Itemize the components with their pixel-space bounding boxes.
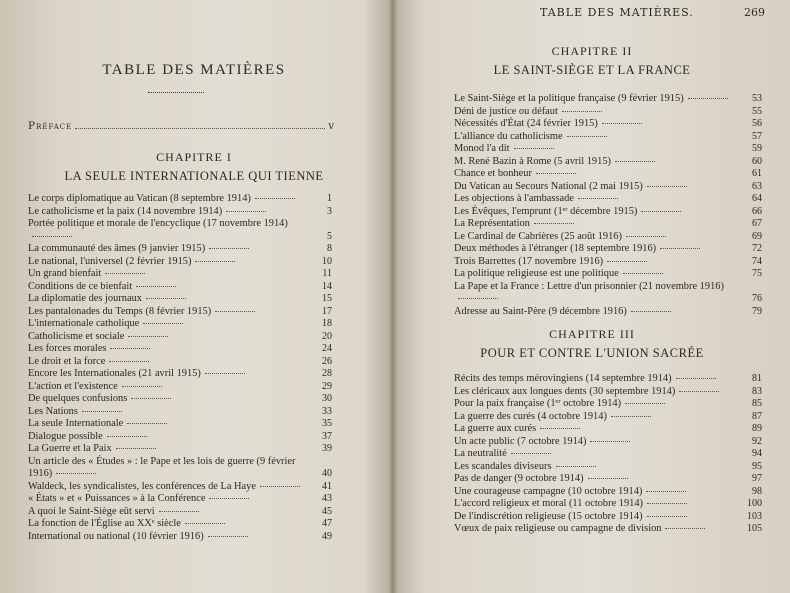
- toc-entry-title: Les Nations: [28, 405, 78, 417]
- toc-entry-page-number: 87: [752, 410, 762, 422]
- dot-leader: [209, 497, 249, 499]
- toc-entry-title: L'alliance du catholicisme: [454, 130, 563, 142]
- toc-entry: [454, 486, 762, 499]
- toc-entry: [28, 531, 332, 544]
- dot-leader: [209, 247, 249, 249]
- toc-entry-title: Les objections à l'ambassade: [454, 193, 574, 204]
- toc-entry-title: Monod l'a dit: [454, 143, 510, 154]
- toc-entry-page-number: 69: [752, 230, 762, 242]
- dot-leader: [122, 385, 162, 387]
- toc-entry: [28, 481, 332, 494]
- title-divider: [148, 92, 204, 93]
- dot-leader: [607, 260, 647, 262]
- toc-entry-page-number: 64: [752, 193, 762, 204]
- toc-entry-page-number: 53: [752, 93, 762, 104]
- toc-entry-page-number: 1: [327, 193, 332, 204]
- dot-leader: [107, 435, 147, 437]
- toc-entry: [28, 268, 332, 281]
- toc-entry-page-number: 89: [752, 423, 762, 434]
- toc-entry-page-number: 92: [752, 435, 762, 447]
- toc-entry-title: Les cléricaux aux longues dents (30 septembre 1914): [454, 385, 676, 397]
- toc-entry-page-number: 18: [322, 318, 332, 329]
- toc-entry: [28, 418, 332, 431]
- toc-entry-page-number: 74: [752, 255, 762, 267]
- toc-entry: [454, 156, 762, 169]
- toc-entry: [454, 193, 762, 206]
- chapter-1-toc-list: [28, 193, 332, 543]
- toc-entry-page-number: 17: [322, 305, 332, 317]
- toc-entry: [28, 443, 332, 456]
- toc-entry: [454, 206, 762, 219]
- toc-entry-page-number: 66: [752, 205, 762, 217]
- chapter-2-label: CHAPITRE II: [551, 44, 633, 58]
- toc-entry-page-number: 30: [322, 393, 332, 404]
- toc-entry-title: La Pape et la France : Lettre d'un prisonnier (21 novembre 1916): [454, 280, 724, 292]
- chapter-2-title: LE SAINT-SIÈGE ET LA FRANCE: [493, 63, 691, 77]
- dot-leader: [688, 97, 728, 99]
- chapter-3-title: POUR ET CONTRE L'UNION SACRÉE: [480, 346, 704, 360]
- dot-leader: [611, 415, 651, 417]
- page-title: TABLE DES MATIÈRES: [102, 62, 286, 78]
- toc-entry-page-number: 49: [322, 530, 332, 542]
- dot-leader: [205, 372, 245, 374]
- preface-label: Préface: [28, 120, 73, 132]
- toc-entry-page-number: 20: [322, 330, 332, 342]
- toc-entry-title: A quoi le Saint-Siège eût servi: [28, 505, 155, 517]
- toc-entry-title: Chance et bonheur: [454, 168, 532, 179]
- toc-entry: [28, 393, 332, 406]
- toc-entry-page-number: 10: [322, 255, 332, 267]
- toc-entry: [454, 423, 762, 436]
- dot-leader: [32, 235, 72, 237]
- toc-entry-page-number: 76: [752, 293, 762, 304]
- toc-entry-title: La Guerre et la Paix: [28, 443, 112, 454]
- toc-entry-page-number: 59: [752, 143, 762, 154]
- chapter-1-title: LA SEULE INTERNATIONALE QUI TIENNE: [64, 169, 324, 183]
- dot-leader: [631, 310, 671, 312]
- toc-entry-title: Pour la paix française (1ᵉʳ octobre 1914): [454, 398, 622, 409]
- toc-entry-page-number: 5: [327, 230, 332, 242]
- toc-entry: [454, 373, 762, 386]
- dot-leader: [208, 535, 248, 537]
- dot-leader: [143, 322, 183, 324]
- chapter-1-heading: [0, 150, 388, 184]
- toc-entry-title: La seule Internationale: [28, 418, 124, 429]
- toc-entry-page-number: 97: [752, 473, 762, 484]
- toc-entry-title: Adresse au Saint-Père (9 décembre 1916): [454, 305, 627, 317]
- toc-entry-title: Les pantalonades du Temps (8 février 1915): [28, 305, 212, 317]
- page-number: 269: [744, 6, 765, 19]
- toc-entry-title: « États » et « Puissances » à la Conférence: [28, 493, 206, 504]
- toc-entry: [454, 168, 762, 181]
- toc-entry-title: Catholicisme et sociale: [28, 330, 125, 342]
- toc-entry: [454, 118, 762, 131]
- dot-leader: [676, 377, 716, 379]
- dot-leader: [116, 447, 156, 449]
- toc-entry: [28, 356, 332, 369]
- toc-entry: [454, 143, 762, 156]
- toc-entry-page-number: 72: [752, 243, 762, 254]
- toc-entry-title: La guerre aux curés: [454, 423, 537, 434]
- dot-leader: [105, 272, 145, 274]
- toc-entry-title: L'internationale catholique: [28, 318, 140, 329]
- toc-entry: [454, 461, 762, 474]
- toc-entry-title: Le corps diplomatique au Vatican (8 septembre 1914): [28, 193, 251, 204]
- dot-leader: [75, 128, 325, 129]
- toc-entry: [28, 381, 332, 394]
- toc-entry-page-number: 24: [322, 343, 332, 354]
- dot-leader: [514, 147, 554, 149]
- toc-entry: [454, 181, 762, 194]
- toc-entry: [454, 218, 762, 231]
- chapter-3-heading: [398, 327, 786, 361]
- toc-entry-title: De l'indiscrétion religieuse (15 octobre 1914): [454, 510, 643, 522]
- dot-leader: [534, 222, 574, 224]
- dot-leader: [128, 335, 168, 337]
- toc-entry-title: Le national, l'universel (2 février 1915): [28, 255, 192, 267]
- toc-entry-page-number: 61: [752, 168, 762, 179]
- dot-leader: [185, 522, 225, 524]
- toc-entry: [454, 398, 762, 411]
- toc-entry-page-number: 29: [322, 380, 332, 392]
- dot-leader: [127, 422, 167, 424]
- toc-entry-title: Pas de danger (9 octobre 1914): [454, 473, 584, 484]
- toc-entry: [28, 456, 332, 481]
- toc-entry-page-number: 95: [752, 460, 762, 472]
- toc-entry: [28, 206, 332, 219]
- toc-entry-page-number: 94: [752, 448, 762, 459]
- toc-entry-page-number: 28: [322, 368, 332, 379]
- toc-entry: [454, 448, 762, 461]
- toc-entry-title: Récits des temps mérovingiens (14 septembre 1914): [454, 373, 672, 384]
- dot-leader: [458, 297, 498, 299]
- toc-entry-page-number: 56: [752, 118, 762, 129]
- toc-entry-title: Waldeck, les syndicalistes, les conférences de La Haye: [28, 480, 256, 492]
- toc-entry: [28, 243, 332, 256]
- toc-entry-title: La Représentation: [454, 218, 530, 229]
- toc-entry-title: La communauté des âmes (9 janvier 1915): [28, 243, 206, 254]
- toc-entry-page-number: 57: [752, 130, 762, 142]
- toc-entry: [454, 268, 762, 281]
- toc-entry: [454, 411, 762, 424]
- toc-entry-page-number: 41: [322, 480, 332, 492]
- toc-entry: [28, 318, 332, 331]
- toc-entry-title: Une courageuse campagne (10 octobre 1914): [454, 485, 643, 497]
- toc-entry-page-number: 103: [747, 510, 762, 522]
- toc-entry: [454, 386, 762, 399]
- preface-page-number: v: [328, 121, 334, 132]
- chapter-3-label: CHAPITRE III: [549, 327, 635, 341]
- toc-entry-title: Trois Barrettes (17 novembre 1916): [454, 255, 604, 267]
- dot-leader: [615, 160, 655, 162]
- dot-leader: [641, 210, 681, 212]
- dot-leader: [646, 490, 686, 492]
- dot-leader: [623, 272, 663, 274]
- toc-entry-title: Dialogue possible: [28, 430, 103, 442]
- toc-entry-page-number: 45: [322, 505, 332, 517]
- dot-leader: [56, 472, 96, 474]
- toc-entry-page-number: 40: [322, 468, 332, 479]
- toc-entry: [28, 506, 332, 519]
- toc-entry-title: La diplomatie des journaux: [28, 293, 142, 304]
- dot-leader: [590, 440, 630, 442]
- dot-leader: [625, 402, 665, 404]
- dot-leader: [578, 197, 618, 199]
- toc-entry-page-number: 11: [322, 268, 332, 279]
- toc-entry-page-number: 47: [322, 518, 332, 529]
- chapter-3-toc-list: [454, 373, 762, 536]
- dot-leader: [679, 390, 719, 392]
- dot-leader: [540, 427, 580, 429]
- toc-entry: [454, 243, 762, 256]
- toc-entry-title: De quelques confusions: [28, 393, 128, 404]
- toc-entry: [28, 431, 332, 444]
- toc-entry-title: La neutralité: [454, 448, 507, 459]
- toc-entry: [28, 256, 332, 269]
- toc-entry: [454, 523, 762, 536]
- toc-entry: [28, 368, 332, 381]
- toc-entry-page-number: 43: [322, 493, 332, 504]
- toc-entry: [28, 331, 332, 344]
- preface-entry: [28, 120, 334, 132]
- dot-leader: [255, 197, 295, 199]
- toc-entry: [454, 93, 762, 106]
- toc-entry: [28, 343, 332, 356]
- toc-entry-title: La guerre des curés (4 octobre 1914): [454, 410, 607, 422]
- toc-entry: [454, 281, 762, 306]
- dot-leader: [215, 310, 255, 312]
- toc-entry: [454, 498, 762, 511]
- dot-leader: [260, 485, 300, 487]
- toc-entry-title: Nécessités d'État (24 février 1915): [454, 118, 598, 129]
- toc-entry: [454, 473, 762, 486]
- toc-entry-title: La politique religieuse est une politique: [454, 268, 619, 279]
- dot-leader: [159, 510, 199, 512]
- toc-entry-page-number: 85: [752, 398, 762, 409]
- toc-entry-page-number: 98: [752, 485, 762, 497]
- toc-entry-page-number: 26: [322, 355, 332, 367]
- toc-entry-page-number: 37: [322, 430, 332, 442]
- toc-entry: [454, 511, 762, 524]
- toc-entry-title: Un article des « Études » : le Pape et les lois de guerre (9 février 1916): [28, 455, 296, 479]
- toc-entry-title: Du Vatican au Secours National (2 mai 1915): [454, 180, 643, 192]
- dot-leader: [82, 410, 122, 412]
- toc-entry-page-number: 15: [322, 293, 332, 304]
- toc-entry: [28, 406, 332, 419]
- dot-leader: [567, 135, 607, 137]
- toc-entry: [28, 193, 332, 206]
- dot-leader: [511, 452, 551, 454]
- toc-entry: [454, 131, 762, 144]
- toc-entry-title: Les Évêques, l'emprunt (1ᵉʳ décembre 1915): [454, 205, 638, 217]
- toc-entry-page-number: 33: [322, 405, 332, 417]
- toc-entry-title: Vœux de paix religieuse ou campagne de division: [454, 523, 662, 534]
- dot-leader: [556, 465, 596, 467]
- toc-entry: [28, 218, 332, 243]
- toc-entry-title: Le Saint-Siège et la politique française (9 février 1915): [454, 93, 684, 104]
- toc-entry-title: Le droit et la force: [28, 355, 106, 367]
- dot-leader: [195, 260, 235, 262]
- toc-entry-title: Conditions de ce bienfait: [28, 280, 133, 292]
- toc-entry-title: Deux méthodes à l'étranger (18 septembre 1916): [454, 243, 657, 254]
- toc-entry-title: Portée politique et morale de l'encyclique (17 novembre 1914): [28, 218, 288, 229]
- chapter-2-toc-list: [454, 93, 762, 318]
- toc-entry-title: L'action et l'existence: [28, 380, 118, 392]
- toc-entry-title: Un grand bienfait: [28, 268, 102, 279]
- toc-entry-title: International ou national (10 février 1916): [28, 530, 204, 542]
- dot-leader: [626, 235, 666, 237]
- toc-entry: [454, 231, 762, 244]
- toc-entry: [454, 436, 762, 449]
- toc-entry-title: Un acte public (7 octobre 1914): [454, 435, 587, 447]
- chapter-1-label: CHAPITRE I: [156, 150, 232, 164]
- toc-entry-title: Le Cardinal de Cabrières (25 août 1916): [454, 230, 622, 242]
- dot-leader: [226, 210, 266, 212]
- toc-entry-page-number: 100: [747, 498, 762, 509]
- toc-entry: [28, 281, 332, 294]
- running-head: TABLE DES MATIÈRES.: [540, 6, 694, 19]
- dot-leader: [146, 297, 186, 299]
- toc-entry-page-number: 3: [327, 205, 332, 217]
- dot-leader: [647, 185, 687, 187]
- left-page: [0, 0, 388, 593]
- toc-entry: [28, 293, 332, 306]
- toc-entry: [454, 306, 762, 319]
- right-page: [398, 0, 790, 593]
- toc-entry-page-number: 75: [752, 268, 762, 279]
- toc-entry-page-number: 63: [752, 180, 762, 192]
- toc-entry-page-number: 67: [752, 218, 762, 229]
- dot-leader: [110, 347, 150, 349]
- toc-entry-page-number: 60: [752, 155, 762, 167]
- toc-entry: [28, 493, 332, 506]
- toc-entry-title: L'accord religieux et moral (11 octobre 1914): [454, 498, 644, 509]
- dot-leader: [109, 360, 149, 362]
- toc-entry-page-number: 39: [322, 443, 332, 454]
- toc-entry-title: M. René Bazin à Rome (5 avril 1915): [454, 155, 611, 167]
- dot-leader: [562, 110, 602, 112]
- dot-leader: [588, 477, 628, 479]
- toc-entry: [454, 106, 762, 119]
- dot-leader: [536, 172, 576, 174]
- toc-entry-title: Déni de justice ou défaut: [454, 105, 558, 117]
- toc-entry: [28, 518, 332, 531]
- dot-leader: [665, 527, 705, 529]
- toc-entry: [28, 306, 332, 319]
- toc-entry-title: Le catholicisme et la paix (14 novembre 1914): [28, 205, 223, 217]
- toc-entry-page-number: 8: [327, 243, 332, 254]
- chapter-2-heading: [398, 44, 786, 78]
- toc-entry-page-number: 35: [322, 418, 332, 429]
- dot-leader: [131, 397, 171, 399]
- toc-entry-page-number: 55: [752, 105, 762, 117]
- toc-entry-title: Encore les Internationales (21 avril 1915): [28, 368, 201, 379]
- toc-entry-page-number: 105: [747, 523, 762, 534]
- toc-entry-title: Les scandales diviseurs: [454, 460, 552, 472]
- toc-entry-page-number: 83: [752, 385, 762, 397]
- toc-entry-page-number: 14: [322, 280, 332, 292]
- toc-entry-page-number: 79: [752, 305, 762, 317]
- dot-leader: [660, 247, 700, 249]
- toc-entry: [454, 256, 762, 269]
- toc-entry-title: La fonction de l'Église au XXᵉ siècle: [28, 518, 181, 529]
- dot-leader: [136, 285, 176, 287]
- dot-leader: [647, 502, 687, 504]
- dot-leader: [647, 515, 687, 517]
- toc-entry-title: Les forces morales: [28, 343, 107, 354]
- dot-leader: [602, 122, 642, 124]
- toc-entry-page-number: 81: [752, 373, 762, 384]
